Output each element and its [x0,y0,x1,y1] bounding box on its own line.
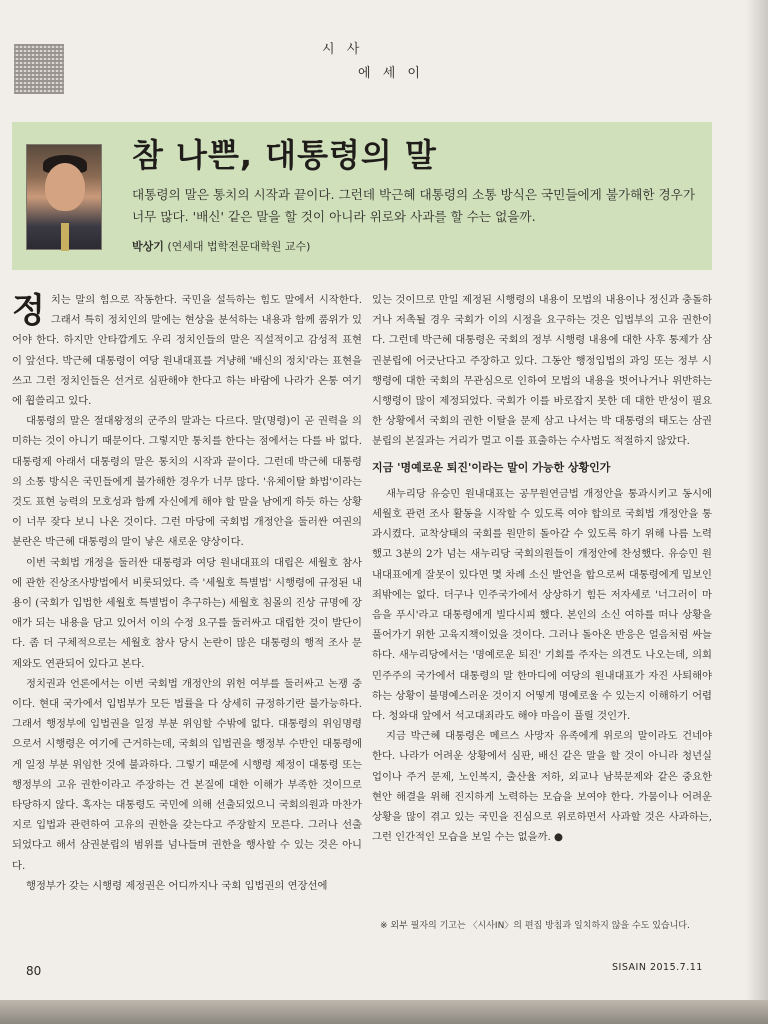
dropcap: 정 [12,291,45,331]
paragraph: 행정부가 갖는 시행령 제정권은 어디까지나 국회 입법권의 연장선에 [26,879,328,892]
paragraph: 이번 국회법 개정을 둘러싼 대통령과 여당 원내대표의 대립은 세월호 참사에 관한 진상조사방법에서 비롯되었다. 즉 '세월호 특별법' 시행령에 규정된 내용이 (국회가 입법한 세월호 특별법이 추구하는) 세월호 침몰의 진상 규명에 장애가 되는 내용을 담고 있어서 이의 수정 요구를 둘러싸고 대립한 것이 발단이다. 좀 더 구체적으로는 세월호 참사 당시 논란이 많은 대통령의 행적 조사 문제와도 연관되어 있다고 본다. [12,556,362,670]
paragraph: 정치는 말의 힘으로 작동한다. 국민을 설득하는 힘도 말에서 시작한다. 그래서 특히 정치인의 말에는 현상을 분석하는 내용과 함께 품위가 있어야 한다. 하지만 안타깝게도 우리 정치인들의 말은 직설적이고 감성적 표현이 앞선다. 박근혜 대통령이 여당 원내대표를 겨냥해 '배신의 정치'라는 표현을 쓰고 그런 정치인들은 선거로 심판해야 한다고 하는 바람에 나라가 온통 여기에 휩쓸리고 있다. [12,291,362,408]
paragraph: 새누리당 유승민 원내대표는 공무원연금법 개정안을 통과시키고 동시에 세월호 관련 조사 활동을 시작할 수 있도록 여야 합의로 국회법 개정안을 통과시켰다. 교착상태의 국회를 원만히 돌아갈 수 있도록 하기 위해 나름 노력했고 3분의 2가 넘는 새누리당 국회의원들이 개정안에 찬성했다. 유승민 원내대표에게 잘못이 있다면 몇 차례 소신 발언을 합으로써 대통령에게 밉보인 죄밖에는 없다. 더구나 민주국가에서 상상하기 힘든 저자세로 '너그러이 마음을 푸시'라고 대통령에게 빌다시피 했다. 본인의 소신 여하를 떠나 상황을 풀어가기 위한 고육지책이었을 것이다. 그러나 돌아온 반응은 얼음처럼 싸늘하다. 새누리당에서는 '명예로운 퇴진' 기회를 주자는 의견도 나오는데, 의회민주주의 국가에서 대통령의 말 한마디에 여당의 원내대표가 자진 사퇴해야 하는 상황이 불명예스러운 것이지 어떻게 명예로울 수 있는지 이해하기 어렵다. 청와대 앞에서 석고대죄라도 해야 마음이 풀릴 것인가. [372,487,712,723]
article-subtitle: 대통령의 말은 통치의 시작과 끝이다. 그런데 박근혜 대통령의 소통 방식은 국민들에게 불가해한 경우가 너무 많다. '배신' 같은 말을 할 것이 아니라 위로와 사과를 할 수는 없을까. [132,187,695,224]
article-banner [12,122,712,270]
paragraph: 있는 것이므로 만일 제정된 시행령의 내용이 모법의 내용이나 정신과 충돌하거나 저촉될 경우 국회가 이의 시정을 요구하는 것은 입법부의 고유 권한이다. 그런데 박근혜 대통령은 국회의 정부 시행령 내용에 대한 사후 통제가 삼권분립에 어긋난다고 주장하고 있다. 그동안 행정입법의 과잉 또는 정부 시행령에 대한 국회의 무관심으로 인하여 모법의 내용을 벗어나거나 위반하는 시행령이 많이 제정되었다. 국회가 이를 바로잡지 못한 데 대한 반성이 필요한 상황에서 국회의 권한 이탈을 문제 삼고 나서는 박 대통령의 태도는 삼권분립의 본질과는 거리가 멀고 이를 표출하는 수사법도 적절하지 않았다. [372,294,712,448]
author-photo-face [45,163,85,211]
magazine-footer: SISAIN 2015.7.11 [612,962,703,973]
paragraph: 대통령의 말은 절대왕정의 군주의 말과는 다르다. 말(명령)이 곧 권력을 의미하는 것이 아니기 때문이다. 그렇지만 통치를 한다는 점에서는 다를 바 없다. 대통령제 아래서 대통령의 말은 통치의 시작과 끝이다. 그런데 박근혜 대통령의 소통 방식은 국민들에게 불가해한 경우가 너무 많다. '유체이탈 화법'이라는 것도 표현 능력의 모호성과 함께 자신에게 해야 할 말을 남에게 하듯 하는 상황이 너무 잦다 보니 나온 것이다. 그런 마당에 국회법 개정안을 둘러싼 여권의 분란은 박근혜 대통령의 말이 낳은 새로운 양상이다. [12,415,362,549]
paragraph: 지금 박근혜 대통령은 메르스 사망자 유족에게 위로의 말이라도 건네야 한다. 나라가 어려운 상황에서 심판, 배신 같은 말을 할 것이 아니라 청년실업이나 주거 문제, 노인복지, 출산율 저하, 외교나 남북문제와 같은 중요한 현안 해결을 위해 진지하게 노력하는 모습을 보여야 한다. 가뭄이나 어려운 상황을 많이 겪고 있는 국민을 진심으로 위로하면서 사과할 것은 사과하는, 그런 인간적인 모습을 보일 수는 없을까. ● [372,730,712,844]
editorial-note: ※ 외부 필자의 기고는 〈시사IN〉의 편집 방침과 일치하지 않을 수도 있습니다. [380,921,690,931]
author-affiliation: (연세대 법학전문대학원 교수) [167,240,311,253]
section-label-bottom: 에 세 이 [358,66,424,81]
paragraph: 정치권과 언론에서는 이번 국회법 개정안의 위헌 여부를 둘러싸고 논쟁 중이다. 현대 국가에서 입법부가 모든 법률을 다 상세히 규정하기란 불가능하다. 그래서 행정부에 입법권을 일정 부분 위임할 수밖에 없다. 대통령의 위임명령으로서 시행령은 여기에 근거하는데, 국회의 입법권을 행정부 수반인 대통령에게 일정 부분 위임한 것에 불과하다. 그렇기 때문에 시행령 제정이 대통령 또는 행정부의 고유 권한이라고 주장하는 건 본질에 대한 이해가 부족한 것이므로 타당하지 않다. 혹자는 대통령도 국민에 의해 선출되었으니 국회의원과 마찬가지로 입법과 관련하여 고유의 권한을 갖는다고 주장할지 모른다. 그러나 선출되었다고 해서 삼권분립의 범위를 넘나들며 권한을 행사할 수 있는 것은 아니다. [12,677,362,872]
author-photo-tie [61,223,69,251]
section-label-top: 시 사 [322,42,364,57]
page-curl-shadow [746,0,768,1000]
author-byline [132,238,310,254]
page-number: 80 [26,964,42,978]
article-column-left [12,290,362,896]
bottom-edge [0,1000,768,1024]
author-photo [26,144,102,250]
article-column-right [372,290,712,847]
author-name: 박상기 [132,240,164,253]
article-title: 참 나쁜, 대통령의 말 [132,136,437,174]
article-subhead: 지금 '명예로운 퇴진'이라는 말이 가능한 상황인가 [372,460,611,474]
qr-code [14,44,64,94]
